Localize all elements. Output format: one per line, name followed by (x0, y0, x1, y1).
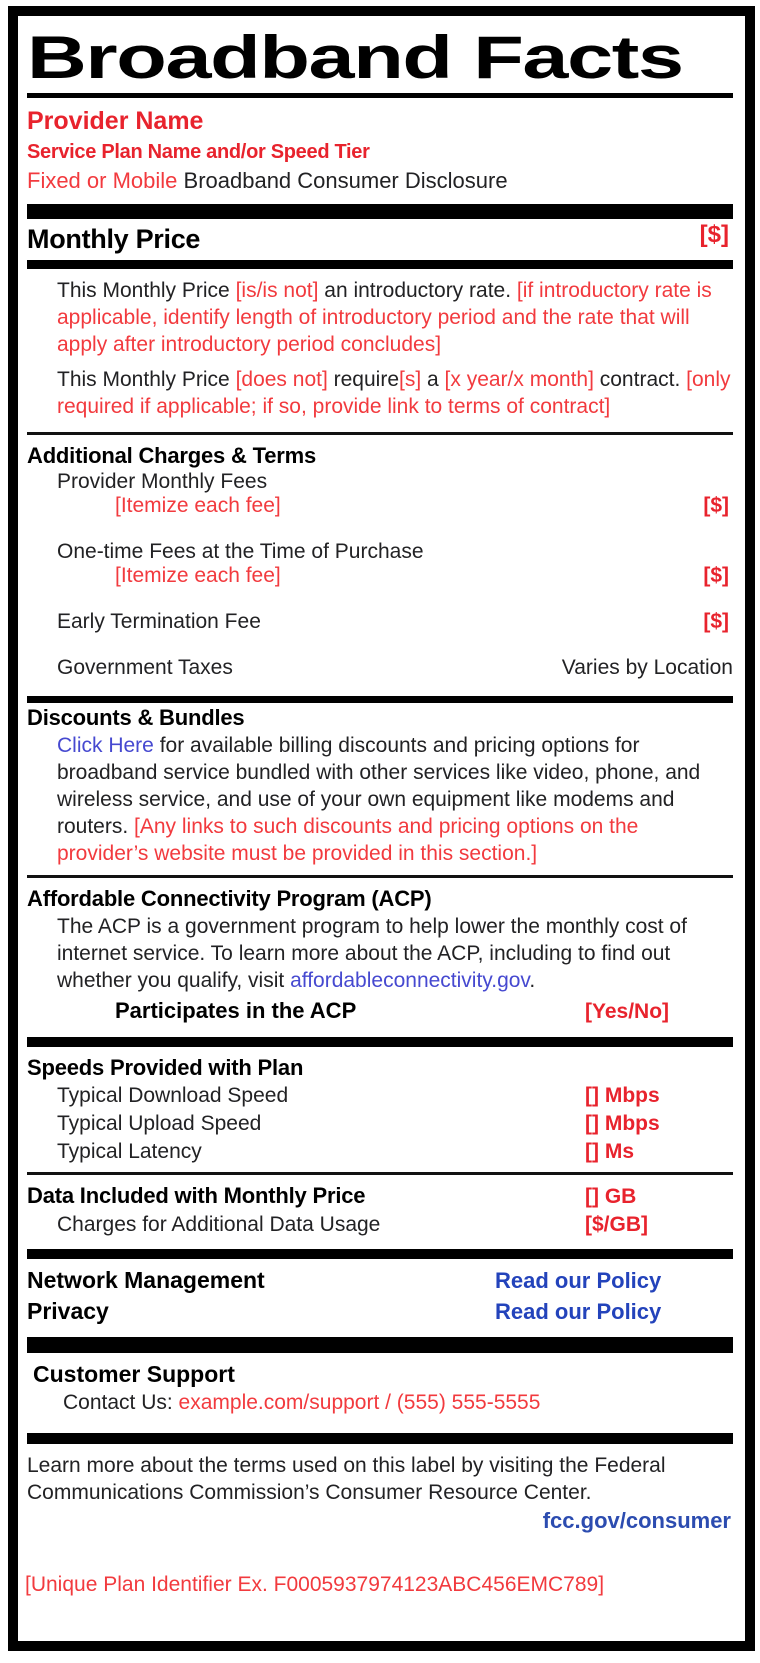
disclosure-line (27, 167, 733, 204)
footer-text: Learn more about the terms used on this label by visiting the Federal Communications Commission’s Consumer Resource Center. (27, 1454, 666, 1504)
speed-row (27, 1138, 733, 1166)
fee-label: Early Termination Fee (57, 610, 261, 633)
intro-placeholder: [if introductory rate is applicable, identify length of introductory period and the rate that will apply after introductory period concludes] (57, 279, 712, 356)
intro-text: This Monthly Price (57, 279, 236, 302)
intro-placeholder: [is/is not] (235, 279, 319, 302)
contact-us-row (27, 1389, 733, 1417)
acp-section (27, 878, 733, 1037)
data-included-row (27, 1181, 733, 1211)
disclosure-text: Broadband Consumer Disclosure (183, 168, 508, 193)
upload-speed-value: [] Mbps (585, 1112, 660, 1135)
data-included-value: [] GB (585, 1185, 637, 1208)
acp-paragraph (27, 913, 733, 994)
acp-participates-row (27, 996, 733, 1027)
contract-placeholder: [s] (399, 368, 422, 391)
speed-row (27, 1082, 733, 1110)
privacy-policy-link[interactable]: Read our Policy (495, 1299, 662, 1324)
disclosure-type: Fixed or Mobile (27, 168, 184, 193)
fee-label: Government Taxes (57, 656, 233, 679)
acp-text: The ACP is a government program to help lower the monthly cost of internet service. To learn more about the ACP, including to find out whether you qualify, visit (57, 915, 687, 992)
customer-support-section (27, 1353, 733, 1433)
acp-website-link[interactable]: affordableconnectivity.gov (290, 969, 530, 992)
fcc-link[interactable]: fcc.gov/consumer (542, 1508, 731, 1533)
contract-paragraph (27, 366, 733, 420)
download-speed-value: [] Mbps (585, 1084, 660, 1107)
acp-text: . (529, 969, 536, 992)
upload-speed-label: Typical Upload Speed (57, 1112, 262, 1135)
contract-placeholder: [does not] (235, 368, 328, 391)
label-header (27, 16, 733, 204)
monthly-price-value: [$] (699, 221, 729, 248)
discounts-text: for available billing discounts and pricing options for broadband service bundled with other services like video, phone, and wireless service, and use of your own equipment like modems and routers. (57, 734, 701, 838)
fee-label: Provider Monthly Fees (57, 470, 268, 493)
speeds-title: Speeds Provided with Plan (27, 1055, 304, 1080)
data-charges-row (27, 1211, 733, 1239)
fee-row (27, 470, 733, 494)
participates-label: Participates in the ACP (115, 998, 357, 1023)
contract-text: a (421, 368, 445, 391)
fee-row (27, 656, 733, 680)
title-underline (27, 93, 733, 98)
fee-row (27, 494, 733, 518)
fee-row (27, 540, 733, 564)
intro-text: an introductory rate. (318, 279, 517, 302)
acp-title: Affordable Connectivity Program (ACP) (27, 886, 432, 911)
intro-rate-paragraph (27, 277, 733, 358)
privacy-label: Privacy (27, 1298, 109, 1324)
section-bar (27, 1433, 733, 1444)
page-title: Broadband Facts (27, 24, 683, 91)
plan-identifier: [Unique Plan Identifier Ex. F0005937974123ABC456EMC789] (25, 1573, 605, 1596)
fee-itemize-placeholder: [Itemize each fee] (115, 494, 281, 517)
discounts-paragraph (27, 732, 733, 867)
data-included-section (27, 1175, 733, 1249)
discounts-title: Discounts & Bundles (27, 705, 245, 730)
discounts-placeholder: [Any links to such discounts and pricing options on the provider’s website must be provided in this section.] (57, 815, 639, 865)
network-policy-link[interactable]: Read our Policy (495, 1268, 662, 1293)
download-speed-label: Typical Download Speed (57, 1084, 289, 1107)
contract-placeholder: [x year/x month] (444, 368, 594, 391)
contract-text: This Monthly Price (57, 368, 236, 391)
customer-support-title: Customer Support (33, 1361, 235, 1387)
fee-itemize-placeholder: [Itemize each fee] (115, 564, 281, 587)
speeds-section (27, 1047, 733, 1172)
section-bar (27, 696, 733, 703)
network-management-label: Network Management (27, 1267, 265, 1293)
section-bar (27, 1037, 733, 1047)
contract-text: contract. (593, 368, 687, 391)
latency-label: Typical Latency (57, 1140, 202, 1163)
provider-name: Provider Name (27, 107, 204, 135)
section-bar (27, 204, 733, 219)
contact-link[interactable]: example.com/support / (555) 555-5555 (178, 1391, 541, 1414)
click-here-link[interactable]: Click Here (57, 734, 154, 757)
participates-value: [Yes/No] (585, 1000, 670, 1023)
fee-value: [$] (703, 610, 729, 633)
service-plan-name: Service Plan Name and/or Speed Tier (27, 141, 370, 163)
contract-placeholder: [only required if applicable; if so, provide link to terms of contract] (57, 368, 731, 418)
section-bar (27, 260, 733, 269)
additional-charges-title: Additional Charges & Terms (27, 443, 316, 468)
fee-value: [$] (703, 564, 729, 587)
discounts-section (27, 703, 733, 875)
monthly-price-label: Monthly Price (27, 224, 201, 254)
data-included-title: Data Included with Monthly Price (27, 1183, 366, 1208)
section-bar (27, 1249, 733, 1259)
latency-value: [] Ms (585, 1140, 634, 1163)
broadband-facts-label (8, 6, 755, 1651)
fee-row (27, 610, 733, 634)
footer-section (27, 1444, 733, 1598)
contract-text: require (327, 368, 399, 391)
fee-row (27, 564, 733, 588)
policies-section (27, 1259, 733, 1337)
fee-value: [$] (703, 494, 729, 517)
data-charges-value: [$/GB] (585, 1213, 648, 1236)
contact-us-label: Contact Us: (63, 1391, 179, 1414)
section-bar (27, 1337, 733, 1353)
network-management-row (27, 1265, 733, 1296)
speed-row (27, 1110, 733, 1138)
data-charges-label: Charges for Additional Data Usage (57, 1213, 381, 1236)
privacy-row (27, 1296, 733, 1327)
fee-label: One-time Fees at the Time of Purchase (57, 540, 424, 563)
monthly-price-row (27, 219, 733, 260)
fee-value: Varies by Location (561, 656, 733, 679)
additional-charges-section (27, 435, 733, 696)
